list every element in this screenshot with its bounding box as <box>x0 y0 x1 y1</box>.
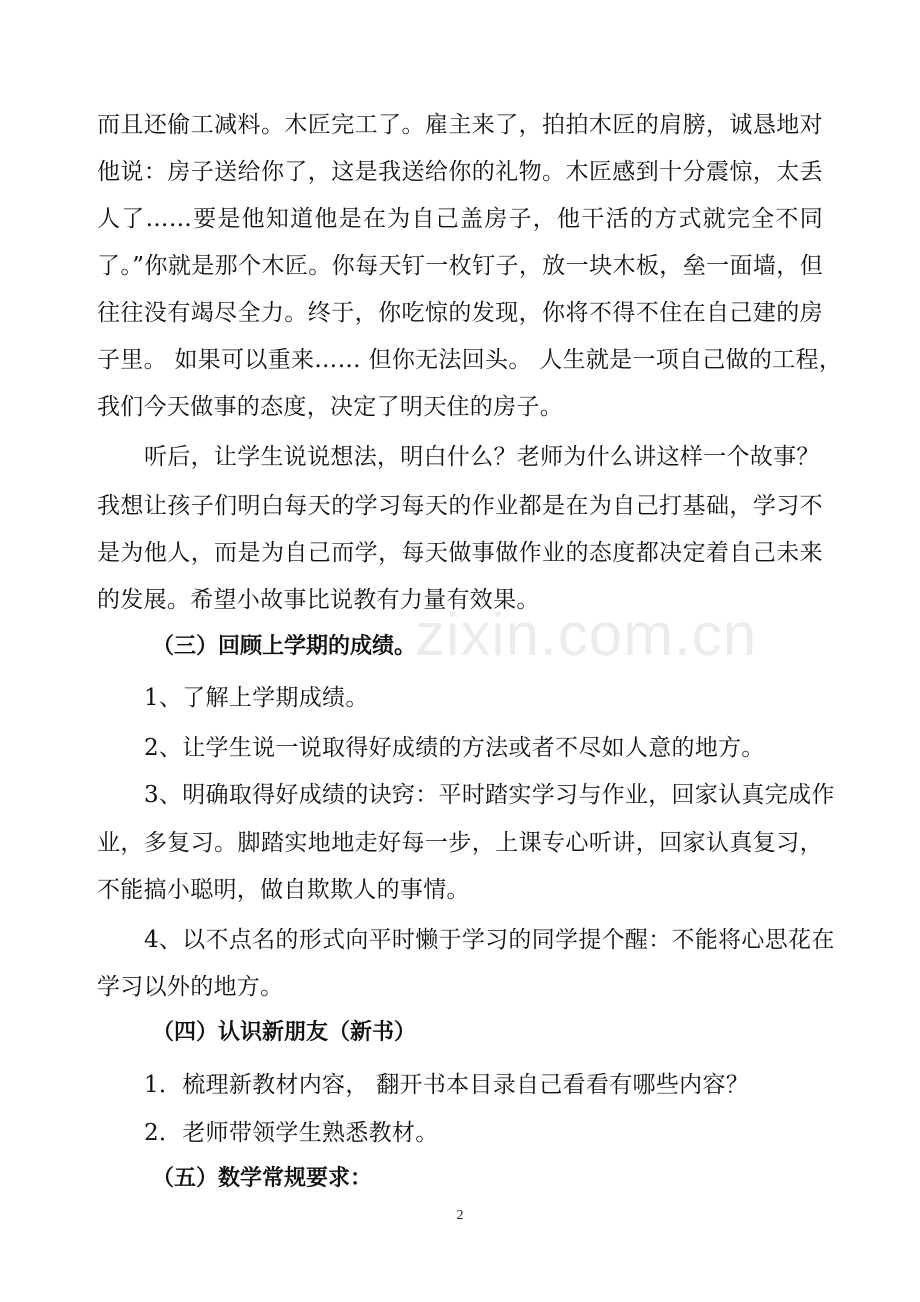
story-line: 而且还偷工减料。木匠完工了。雇主来了，拍拍木匠的肩膀，诚恳地对 <box>97 112 823 138</box>
page-number: 2 <box>456 1208 464 1223</box>
list-item: 4、以不点名的形式向平时懒于学习的同学提个醒：不能将心思花在 <box>144 927 835 953</box>
story-line: 了。”你就是那个木匠。你每天钉一枚钉子，放一块木板，垒一面墙，但 <box>97 253 823 279</box>
section-heading: （三）回顾上学期的成绩。 <box>152 634 417 659</box>
story-line: 我们今天做事的态度，决定了明天住的房子。 <box>97 394 563 420</box>
reflection-line: 我想让孩子们明白每天的学习每天的作业都是在为自己打基础，学习不 <box>97 493 823 519</box>
list-item: 1、了解上学期成绩。 <box>144 685 369 711</box>
list-item: 2．老师带领学生熟悉教材。 <box>144 1120 439 1146</box>
section-heading: （五）数学常规要求： <box>152 1166 373 1191</box>
story-line: 往往没有竭尽全力。终于，你吃惊的发现，你将不得不住在自己建的房 <box>97 300 823 326</box>
reflection-line: 的发展。希望小故事比说教有力量有效果。 <box>97 587 540 613</box>
list-item-continuation: 业，多复习。脚踏实地地走好每一步，上课专心听讲，回家认真复习， <box>97 830 823 856</box>
story-line: 他说：房子送给你了，这是我送给你的礼物。木匠感到十分震惊，太丢 <box>97 159 823 185</box>
list-item: 2、让学生说一说取得好成绩的方法或者不尽如人意的地方。 <box>144 735 765 761</box>
reflection-line: 是为他人，而是为自己而学，每天做事做作业的态度都决定着自己未来 <box>97 540 823 566</box>
story-line: 子里。 如果可以重来…… 但你无法回头。 人生就是一项自己做的工程， <box>97 347 843 373</box>
list-item-continuation: 不能搞小聪明，做自欺欺人的事情。 <box>97 877 470 903</box>
list-item: 1．梳理新教材内容， 翻开书本目录自己看看有哪些内容？ <box>144 1072 750 1098</box>
list-item: 3、明确取得好成绩的诀窍：平时踏实学习与作业，回家认真完成作 <box>144 782 835 808</box>
reflection-line: 听后，让学生说说想法，明白什么？老师为什么讲这样一个故事？ <box>144 444 820 470</box>
watermark-text: zixin.com.cn <box>415 601 758 668</box>
section-heading: （四）认识新朋友（新书） <box>152 1020 417 1045</box>
story-line: 人了……要是他知道他是在为自己盖房子，他干活的方式就完全不同 <box>97 206 823 232</box>
list-item-continuation: 学习以外的地方。 <box>97 974 284 1000</box>
